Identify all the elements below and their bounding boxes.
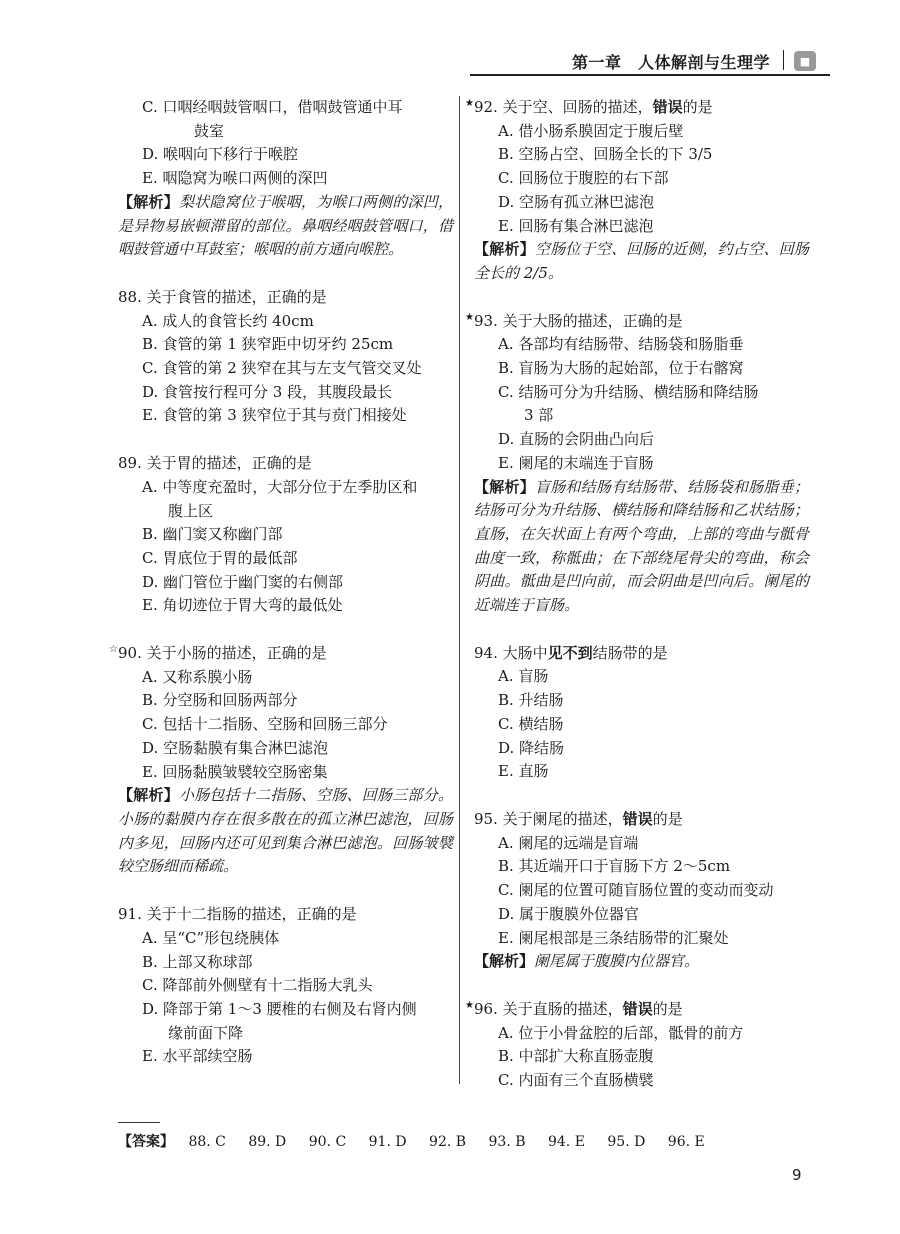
option-d: D. 喉咽向下移行于喉腔: [142, 145, 299, 164]
option-d: D. 食管按行程可分 3 段，其腹段最长: [142, 382, 393, 401]
option-d: D. 属于腹膜外位器官: [498, 904, 640, 923]
option-e: E. 水平部续空肠: [142, 1047, 253, 1066]
explanation-tag: 【解析】: [474, 240, 535, 259]
option-b: B. 盲肠为大肠的起始部，位于右髂窝: [498, 359, 744, 378]
question-93: [465, 310, 809, 618]
option-c: C. 回肠位于腹腔的右下部: [498, 169, 669, 188]
question-stem-post: 的是: [652, 999, 683, 1018]
column-divider: [459, 96, 460, 1084]
explanation: [118, 784, 453, 879]
answer-item: 90. C: [308, 1134, 347, 1150]
option-e: E. 阑尾的末端连于盲肠: [498, 453, 654, 472]
explanation-text: 阑尾属于腹膜内位器官。: [534, 952, 700, 971]
question-stem-emphasis: 错误: [622, 999, 653, 1018]
option-e: E. 回肠黏膜皱襞较空肠密集: [142, 762, 328, 781]
option-b: B. 食管的第 1 狭窄距中切牙约 25cm: [142, 335, 394, 354]
option-a: A. 借小肠系膜固定于腹后壁: [498, 121, 684, 140]
option-c: C. 降部前外侧壁有十二指肠大乳头: [142, 976, 373, 995]
question-stem-post: 的是: [682, 98, 713, 116]
explanation: [474, 950, 809, 974]
option-b: B. 空肠占空、回肠全长的下 3/5: [498, 145, 713, 164]
option-b: B. 升结肠: [498, 691, 564, 710]
option-a-cont: 腹上区: [168, 501, 214, 520]
right-column: [465, 96, 809, 1093]
question-92: [465, 96, 809, 286]
question-stem-pre: 92. 关于空、回肠的描述，: [474, 98, 653, 116]
option-c: C. 食管的第 2 狭窄在其与左支气管交叉处: [142, 359, 422, 378]
question-96: [465, 998, 809, 1093]
answer-item: 92. B: [429, 1134, 467, 1150]
left-column: [109, 96, 453, 1069]
question-stem-emphasis: 见不到: [547, 643, 593, 662]
page-number: 9: [792, 1166, 802, 1184]
option-d: D. 降部于第 1～3 腰椎的右侧及右肾内侧: [142, 999, 417, 1018]
question-stem: 88. 关于食管的描述，正确的是: [118, 287, 327, 306]
explanation: [118, 191, 453, 262]
filled-star-icon: ★: [465, 999, 474, 1011]
option-c: C. 内面有三个直肠横襞: [498, 1071, 654, 1090]
explanation-tag: 【解析】: [118, 786, 179, 805]
question-stem-emphasis: 错误: [652, 98, 683, 116]
answer-key-tag: 【答案】: [118, 1134, 174, 1150]
question-stem-post: 的是: [652, 809, 683, 828]
book-badge-icon: ■: [794, 51, 816, 71]
question-stem: 91. 关于十二指肠的描述，正确的是: [118, 905, 357, 924]
question-90: [109, 642, 453, 879]
option-a: A. 盲肠: [498, 667, 549, 686]
option-a: A. 成人的食管长约 40cm: [142, 311, 314, 330]
option-e: E. 阑尾根部是三条结肠带的汇聚处: [498, 928, 729, 947]
question-stem: 93. 关于大肠的描述，正确的是: [474, 311, 683, 330]
explanation-text: 小肠包括十二指肠、空肠、回肠三部分。小肠的黏膜内存在很多散在的孤立淋巴滤泡，回肠内多见，回肠内还可见到集合淋巴滤泡。回肠皱襞较空肠细而稀疏。: [118, 786, 453, 876]
option-c: C. 包括十二指肠、空肠和回肠三部分: [142, 715, 388, 734]
answer-item: 89. D: [248, 1134, 287, 1150]
answer-item: 95. D: [607, 1134, 646, 1150]
running-header: [470, 46, 830, 76]
explanation-tag: 【解析】: [118, 192, 179, 211]
answer-item: 96. E: [667, 1134, 705, 1150]
outline-star-icon: ☆: [109, 644, 118, 656]
option-a: A. 中等度充盈时，大部分位于左季肋区和: [142, 477, 418, 496]
option-d: D. 幽门管位于幽门窦的右侧部: [142, 572, 344, 591]
option-c-cont: 鼓室: [194, 121, 225, 140]
option-c: C. 口咽经咽鼓管咽口，借咽鼓管通中耳: [142, 98, 403, 116]
option-d: D. 空肠有孤立淋巴滤泡: [498, 192, 655, 211]
option-d: D. 直肠的会阴曲凸向后: [498, 430, 655, 449]
header-separator: [783, 50, 784, 70]
explanation: [474, 238, 809, 285]
filled-star-icon: ★: [465, 98, 474, 109]
option-e: E. 咽隐窝为喉口两侧的深凹: [142, 169, 328, 188]
filled-star-icon: ★: [465, 311, 474, 323]
option-e: E. 角切迹位于胃大弯的最低处: [142, 596, 343, 615]
option-b: B. 其近端开口于盲肠下方 2～5cm: [498, 857, 731, 876]
option-c: C. 胃底位于胃的最低部: [142, 548, 298, 567]
question-88: [118, 286, 453, 428]
answer-item: 94. E: [547, 1134, 585, 1150]
option-e: E. 食管的第 3 狭窄位于其与贲门相接处: [142, 406, 407, 425]
option-b: B. 中部扩大称直肠壶腹: [498, 1047, 654, 1066]
option-d: D. 空肠黏膜有集合淋巴滤泡: [142, 738, 329, 757]
option-b: B. 分空肠和回肠两部分: [142, 691, 298, 710]
option-e: E. 直肠: [498, 762, 549, 781]
question-87-tail: [118, 96, 453, 262]
answer-key: [118, 1132, 723, 1152]
explanation-text: 空肠位于空、回肠的近侧，约占空、回肠全长的 2/5。: [474, 240, 809, 282]
option-d-cont: 缘前面下降: [168, 1023, 244, 1042]
question-stem: 90. 关于小肠的描述，正确的是: [118, 644, 327, 663]
option-b: B. 幽门窦又称幽门部: [142, 525, 283, 544]
option-c-cont: 3 部: [524, 406, 554, 425]
question-94: [474, 642, 809, 784]
option-a: A. 呈“C”形包绕胰体: [142, 928, 280, 947]
question-91: [118, 903, 453, 1069]
option-c: C. 结肠可分为升结肠、横结肠和降结肠: [498, 382, 759, 401]
explanation-text: 梨状隐窝位于喉咽，为喉口两侧的深凹，是异物易嵌顿滞留的部位。鼻咽经咽鼓管咽口，借咽鼓管通中耳鼓室；喉咽的前方通向喉腔。: [118, 192, 453, 259]
explanation: [474, 476, 809, 618]
explanation-tag: 【解析】: [474, 952, 535, 971]
footer-rule: [118, 1122, 160, 1123]
explanation-tag: 【解析】: [474, 477, 535, 496]
option-e: E. 回肠有集合淋巴滤泡: [498, 216, 654, 235]
question-89: [118, 452, 453, 618]
question-stem-pre: 94. 大肠中: [474, 643, 548, 662]
option-a: A. 阑尾的远端是盲端: [498, 833, 639, 852]
option-a: A. 各部均有结肠带、结肠袋和肠脂垂: [498, 335, 744, 354]
answer-item: 88. C: [188, 1134, 226, 1150]
question-stem: 89. 关于胃的描述，正确的是: [118, 454, 312, 473]
option-c: C. 横结肠: [498, 714, 564, 733]
option-c: C. 阑尾的位置可随盲肠位置的变动而变动: [498, 881, 774, 900]
chapter-title: 第一章 人体解剖与生理学: [571, 53, 770, 72]
option-a: A. 位于小骨盆腔的后部，骶骨的前方: [498, 1023, 744, 1042]
question-stem-post: 结肠带的是: [592, 643, 668, 662]
question-stem-emphasis: 错误: [622, 809, 653, 828]
header-rule: [470, 74, 830, 76]
explanation-text: 盲肠和结肠有结肠带、结肠袋和肠脂垂；结肠可分为升结肠、横结肠和降结肠和乙状结肠；直肠，在矢状面上有两个弯曲，上部的弯曲与骶骨曲度一致，称骶曲；在下部绕尾骨尖的弯曲，称会阴曲。骶曲是凹向前，而会阴曲是凹向后。阑尾的近端连于盲肠。: [474, 477, 809, 615]
answer-item: 93. B: [488, 1134, 526, 1150]
answer-item: 91. D: [368, 1134, 407, 1150]
question-stem-pre: 95. 关于阑尾的描述，: [474, 809, 623, 828]
question-stem-pre: 96. 关于直肠的描述，: [474, 999, 623, 1018]
option-d: D. 降结肠: [498, 738, 565, 757]
option-a: A. 又称系膜小肠: [142, 667, 253, 686]
question-95: [474, 808, 809, 974]
option-b: B. 上部又称球部: [142, 952, 253, 971]
